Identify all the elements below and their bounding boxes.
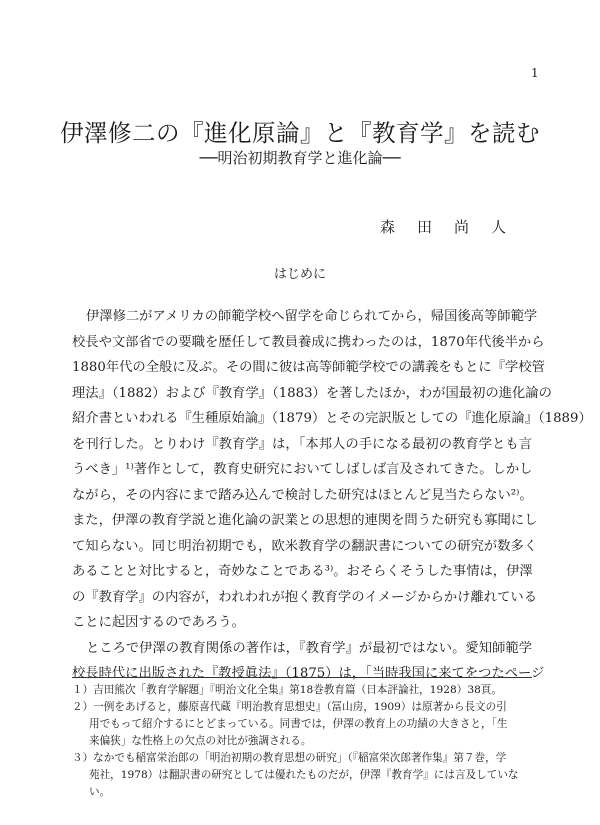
body-line: ながら，その内容にまで踏み込んで検討した研究はほとんど見当たらない²⁾。	[72, 487, 533, 503]
paper-subtitle: ──明治初期教育学と進化論──	[199, 149, 401, 167]
body-line: 1880年代の全般に及ぶ。その間に彼は高等師範学校での講義をもとに『学校管	[72, 360, 545, 375]
author-name	[380, 216, 530, 237]
page-number: 1	[531, 66, 539, 80]
body-line: 紹介書といわれる『生種原始論』（1879）とその完訳版としての『進化原論』（1889）	[72, 411, 592, 426]
body-line: て知らない。同じ明治初期でも，欧米教育学の翻訳書についての研究が数多く	[72, 538, 538, 554]
body-line: 理法』（1882）および『教育学』（1883）を著したほか，わが国最初の進化論の	[72, 385, 552, 401]
footnote-line: 来偏狭」な性格上の欠点の対比が強調される。	[89, 735, 312, 747]
body-line: また，伊澤の教育学説と進化論の訳業との思想的連関を問うた研究も寡聞にし	[72, 513, 538, 528]
body-line: うべき」¹⁾著作として，教育史研究においてしばしば言及されてきた。しかし	[72, 462, 533, 477]
author-char: 人	[491, 218, 507, 236]
section-heading: はじめに	[273, 267, 326, 282]
footnote-line: 用でもって紹介するにとどまっている。同書では，伊澤の教育上の功績の大きさと，「生	[89, 718, 508, 730]
body-text	[72, 304, 592, 687]
footnote-line: ２）一例をあげると，藤原喜代蔵『明治教育思想史』（冨山房，1909）は原著から長文の引	[72, 701, 507, 713]
footnote-line: 苑社，1978）は翻訳書の研究としては優れたものだが，伊澤『教育学』には言及していな	[89, 769, 519, 781]
author-char: 森	[380, 218, 396, 236]
footnote-line: ３）なかでも稲富栄治郎の「明治初期の教育思想の研究」（『稲富栄次郎著作集』第７巻，学	[72, 752, 507, 764]
footnote-divider	[72, 677, 532, 678]
body-line: 校長時代に出版された『教授眞法』（1875）は，「当時我国に来てをつたページ	[72, 666, 545, 681]
body-line: ことに起因するのであろう。	[72, 615, 245, 630]
footnote-line: １）吉田熊次「教育学解題」『明治文化全集』第18巻教育篇（日本評論社，1928）38頁。	[72, 684, 502, 696]
body-line: 伊澤修二がアメリカの師範学校へ留学を命じられてから，帰国後高等師範学	[86, 309, 538, 324]
body-line: あることと対比すると，奇妙なことである³⁾。おそらくそうした事情は，伊澤	[72, 564, 533, 579]
footnotes	[72, 682, 534, 801]
footnote-line: い。	[89, 786, 111, 798]
body-line: を刊行した。とりわけ『教育学』は，「本邦人の手になる最初の教育学とも言	[72, 436, 532, 452]
body-line: の『教育学』の内容が，われわれが抱く教育学のイメージからかけ離れている	[72, 589, 537, 605]
body-line: 校長や文部省での要職を歴任して教員養成に携わったのは，1870年代後半から	[72, 334, 545, 350]
paper-title: 伊澤修二の『進化原論』と『教育学』を読む	[60, 119, 540, 147]
author-char: 尚	[454, 218, 470, 236]
author-char: 田	[417, 218, 433, 236]
body-line: ところで伊澤の教育関係の著作は，『教育学』が最初ではない。愛知師範学	[86, 640, 532, 656]
